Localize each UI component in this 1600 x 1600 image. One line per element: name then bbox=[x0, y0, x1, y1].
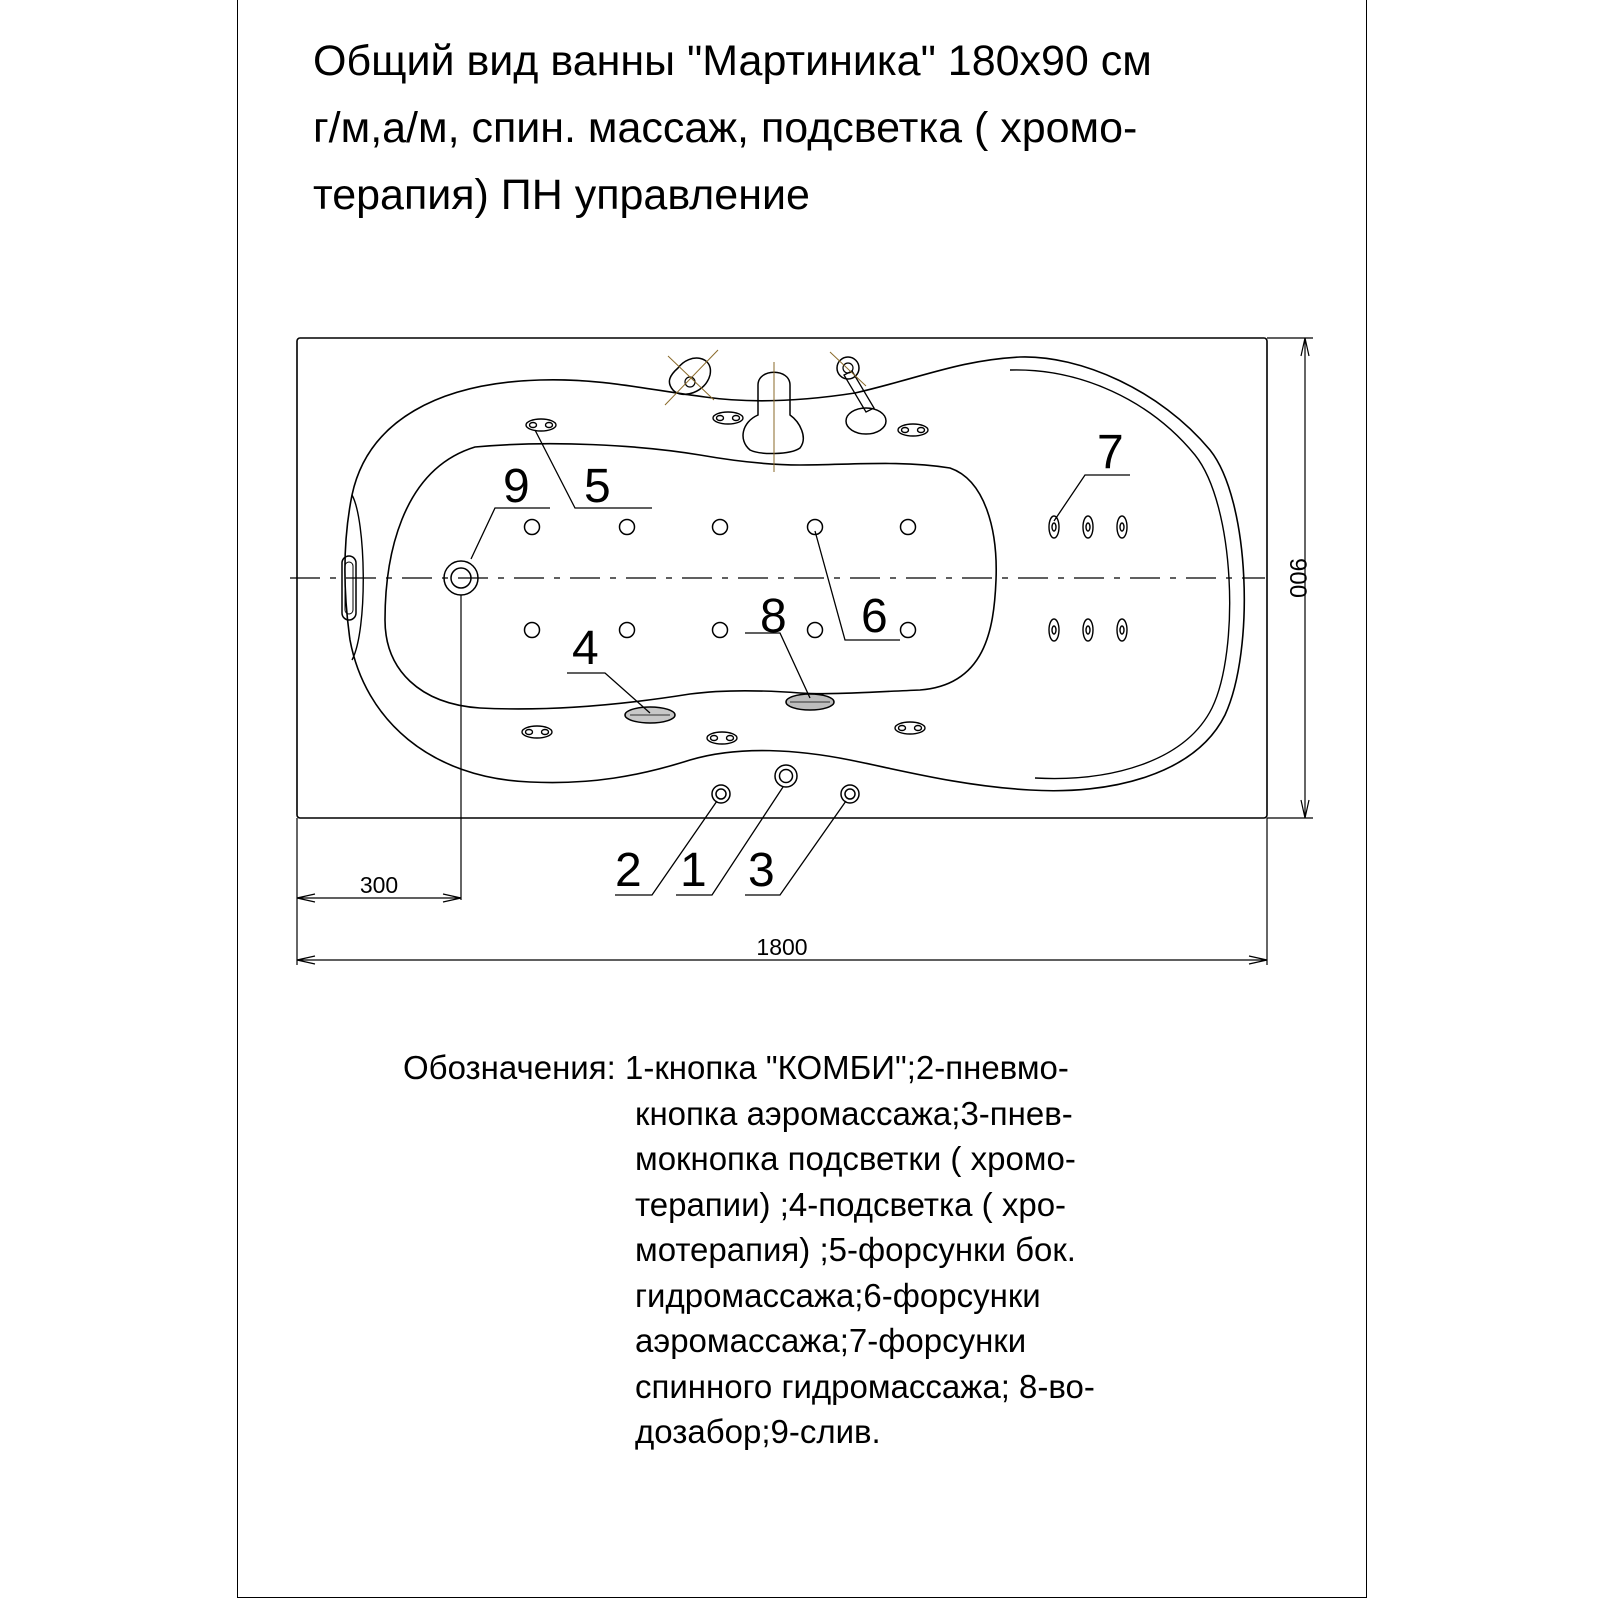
side-jet bbox=[707, 732, 737, 744]
dimension-length-label: 1800 bbox=[756, 934, 808, 960]
callout-6: 6 bbox=[861, 590, 888, 643]
title-line-2: г/м,а/м, спин. массаж, подсветка ( хромо- bbox=[313, 104, 1138, 152]
left-valve bbox=[665, 350, 718, 405]
legend-label: Обозначения: bbox=[403, 1049, 616, 1086]
side-jet bbox=[898, 424, 928, 436]
title-line-3: терапия) ПН управление bbox=[313, 171, 810, 219]
dimension-drain-offset bbox=[297, 595, 461, 965]
callout-2: 2 bbox=[615, 844, 642, 897]
dimension-width-label: 900 bbox=[1284, 557, 1311, 599]
legend-line: гидромассажа;6-форсунки bbox=[635, 1276, 1041, 1314]
back-jet bbox=[1083, 619, 1093, 641]
legend-line: спинного гидромассажа; 8-во- bbox=[635, 1367, 1095, 1405]
callout-leaders bbox=[471, 430, 1130, 895]
legend-line: терапии) ;4-подсветка ( хро- bbox=[635, 1185, 1067, 1223]
aero-nozzle bbox=[620, 520, 635, 535]
overflow-slot bbox=[342, 556, 356, 620]
back-jet bbox=[1049, 619, 1059, 641]
aero-pneumo-button bbox=[712, 785, 730, 803]
back-jet bbox=[1117, 516, 1127, 538]
aero-nozzle bbox=[525, 520, 540, 535]
aero-nozzle bbox=[620, 623, 635, 638]
legend-line: мотерапия) ;5-форсунки бок. bbox=[635, 1231, 1076, 1268]
title-line-1: Общий вид ванны "Мартиника" 180х90 см bbox=[313, 37, 1152, 85]
aero-nozzle bbox=[901, 623, 916, 638]
legend-line: кнопка аэромассажа;3-пнев- bbox=[635, 1094, 1073, 1132]
side-jet bbox=[895, 722, 925, 734]
legend-line: аэромассажа;7-форсунки bbox=[635, 1322, 1027, 1359]
callout-4: 4 bbox=[572, 622, 599, 675]
aero-nozzle bbox=[525, 623, 540, 638]
callout-1: 1 bbox=[680, 844, 707, 897]
chromotherapy-light bbox=[625, 707, 675, 723]
water-intake bbox=[786, 694, 834, 710]
callout-7: 7 bbox=[1097, 426, 1124, 479]
tub-inner-bottom bbox=[385, 444, 996, 709]
faucet-spout bbox=[743, 372, 803, 453]
callout-5: 5 bbox=[584, 460, 611, 513]
legend-line: мокнопка подсветки ( хромо- bbox=[635, 1140, 1076, 1177]
legend-text bbox=[625, 1045, 1095, 1455]
side-jet bbox=[713, 412, 743, 424]
tub-outer-bowl bbox=[345, 357, 1244, 791]
light-pneumo-button bbox=[841, 785, 859, 803]
callout-3: 3 bbox=[748, 844, 775, 897]
leader-7 bbox=[1054, 475, 1130, 521]
aero-nozzle bbox=[713, 623, 728, 638]
callout-9: 9 bbox=[503, 460, 530, 513]
leader-9 bbox=[471, 508, 550, 559]
side-jet bbox=[522, 726, 552, 738]
combi-button bbox=[775, 765, 797, 787]
aero-nozzle bbox=[901, 520, 916, 535]
aero-nozzle bbox=[808, 623, 823, 638]
dimension-drain-offset-label: 300 bbox=[359, 872, 399, 898]
back-jet bbox=[1049, 516, 1059, 538]
side-jet bbox=[526, 419, 556, 431]
aero-nozzle bbox=[713, 520, 728, 535]
legend-line: дозабор;9-слив. bbox=[635, 1413, 881, 1450]
back-jet bbox=[1117, 619, 1127, 641]
legend-line: 1-кнопка "КОМБИ";2-пневмо- bbox=[625, 1049, 1069, 1086]
back-jet bbox=[1083, 516, 1093, 538]
callout-8: 8 bbox=[760, 590, 787, 643]
